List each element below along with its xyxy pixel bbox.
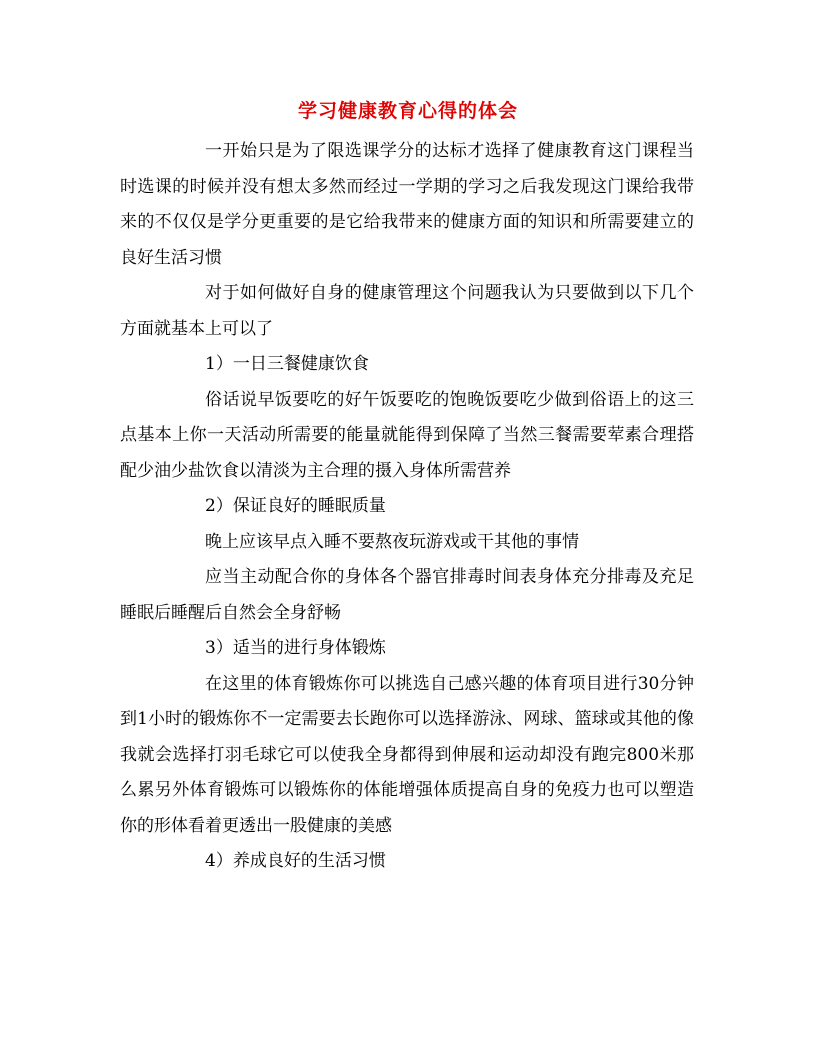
paragraph-exercise: 在这里的体育锻炼你可以挑选自己感兴趣的体育项目进行30分钟到1小时的锻炼你不一定需要去长跑你可以选择游泳、网球、篮球或其他的像我就会选择打羽毛球它可以使我全身都得到伸展和运动却没有跑完800米那么累另外体育锻炼可以锻炼你的体能增强体质提高自身的免疫力也可以塑造你的形体看着更透出一股健康的美感 [120,673,694,836]
paragraph-sleep-detox: 应当主动配合你的身体各个器官排毒时间表身体充分排毒及充足睡眠后睡醒后自然会全身舒畅 [120,567,694,623]
heading-diet: 1）一日三餐健康饮食 [205,354,369,374]
heading-habits: 4）养成良好的生活习惯 [205,851,386,871]
document-title: 学习健康教育心得的体会 [297,100,518,122]
paragraph-sleep-early: 晚上应该早点入睡不要熬夜玩游戏或干其他的事情 [205,531,579,552]
paragraph-intro: 一开始只是为了限选课学分的达标才选择了健康教育这门课程当时选课的时候并没有想太多然而经过一学期的学习之后我发现这门课给我带来的不仅仅是学分更重要的是它给我带来的健康方面的知识和所需要建立的良好生活习惯 [120,141,694,268]
heading-sleep: 2）保证良好的睡眠质量 [205,496,386,516]
paragraph-health-management: 对于如何做好自身的健康管理这个问题我认为只要做到以下几个方面就基本上可以了 [120,283,694,339]
document-body [120,134,694,880]
paragraph-diet: 俗话说早饭要吃的好午饭要吃的饱晚饭要吃少做到俗语上的这三点基本上你一天活动所需要的能量就能得到保障了当然三餐需要荤素合理搭配少油少盐饮食以清淡为主合理的摄入身体所需营养 [120,389,694,481]
heading-exercise: 3）适当的进行身体锻炼 [205,638,386,658]
